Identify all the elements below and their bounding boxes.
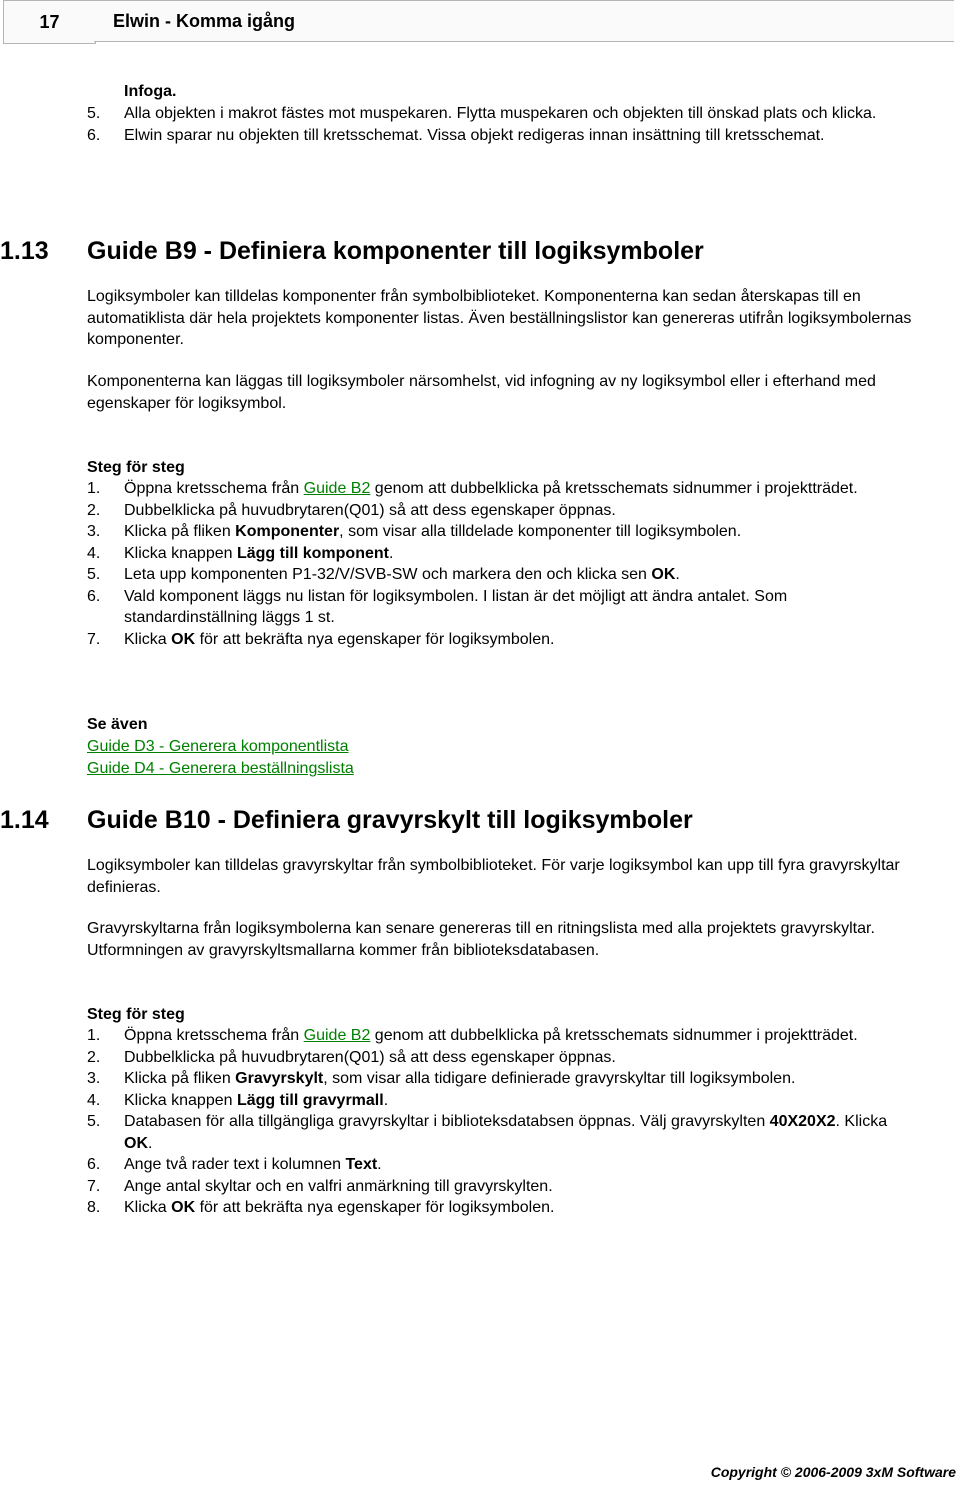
list-item: 6. Ange två rader text i kolumnen Text.: [87, 1156, 382, 1173]
steps-heading: Steg för steg: [87, 459, 185, 476]
paragraph: Logiksymboler kan tilldelas komponenter från symbolbiblioteket. Komponenterna kan sedan återskapas till en automatiklista där hela projektets komponenter listas. Även beställningslistor kan genereras utifrån logiksymbolernas komponenter.: [87, 288, 912, 348]
list-item: 2. Dubbelklicka på huvudbrytaren(Q01) så att dess egenskaper öppnas.: [87, 1048, 616, 1066]
list-item: 3. Klicka på fliken Gravyrskylt, som visar alla tidigare definierade gravyrskyltar till logiksymbolen.: [87, 1070, 796, 1087]
intro-infoga: Infoga.: [124, 83, 177, 100]
guide-b2-link[interactable]: Guide B2: [303, 1027, 371, 1044]
steps-heading: Steg för steg: [87, 1006, 185, 1023]
page-number: 17: [3, 0, 96, 44]
list-item: 5. Alla objekten i makrot fästes mot muspekaren. Flytta muspekaren och objekten till önskad plats och klicka.: [87, 105, 877, 122]
page-header-title: Elwin - Komma igång: [94, 0, 954, 42]
list-item: 7. Klicka OK för att bekräfta nya egenskaper för logiksymbolen.: [87, 630, 555, 648]
copyright-footer: Copyright © 2006-2009 3xM Software: [710, 1464, 956, 1480]
list-item: 7. Ange antal skyltar och en valfri anmärkning till gravyrskylten.: [87, 1177, 553, 1195]
intro-steps: [87, 103, 907, 146]
paragraph: Komponenterna kan läggas till logiksymboler närsomhelst, vid infogning av ny logiksymbol eller i efterhand med egenskaper för logiksymbol.: [87, 373, 876, 412]
section-title: Guide B10 - Definiera gravyrskylt till logiksymboler: [87, 806, 693, 834]
see-also-link-d4[interactable]: Guide D4 - Generera beställningslista: [87, 760, 354, 777]
section-heading-1-13: [0, 236, 704, 266]
see-also-heading: Se även: [87, 716, 148, 733]
list-item: 6. Elwin sparar nu objekten till kretsschemat. Vissa objekt redigeras innan insättning till kretsschemat.: [87, 126, 825, 144]
list-item: 1. Öppna kretsschema från Guide B2 genom att dubbelklicka på kretsschemats sidnummer i projektträdet.: [87, 480, 858, 497]
guide-b2-link[interactable]: Guide B2: [303, 480, 371, 497]
list-item: 6. Vald komponent läggs nu listan för logiksymbolen. I listan är det möjligt att ändra antalet. Som standardinställning läggs 1 st.: [87, 587, 788, 626]
list-item: 8. Klicka OK för att bekräfta nya egenskaper för logiksymbolen.: [87, 1199, 555, 1216]
steps-list: [87, 1025, 907, 1219]
see-also-link-d3[interactable]: Guide D3 - Generera komponentlista: [87, 738, 349, 755]
list-item: 1. Öppna kretsschema från Guide B2 genom att dubbelklicka på kretsschemats sidnummer i projektträdet.: [87, 1027, 858, 1044]
section-number: 1.14: [0, 806, 49, 834]
list-item: 2. Dubbelklicka på huvudbrytaren(Q01) så att dess egenskaper öppnas.: [87, 501, 616, 519]
section-title: Guide B9 - Definiera komponenter till logiksymboler: [87, 237, 704, 265]
list-item: 4. Klicka knappen Lägg till gravyrmall.: [87, 1091, 389, 1109]
section-heading-1-14: [0, 805, 693, 835]
list-item: 4. Klicka knappen Lägg till komponent.: [87, 544, 394, 562]
list-item: 5. Databasen för alla tillgängliga gravyrskyltar i biblioteksdatabsen öppnas. Välj gravyrskylten 40X20X2. Klicka OK.: [87, 1113, 888, 1152]
section-number: 1.13: [0, 237, 49, 265]
steps-list: [87, 478, 907, 650]
list-item: 3. Klicka på fliken Komponenter, som visar alla tilldelade komponenter till logiksymbolen.: [87, 523, 742, 540]
paragraph: Gravyrskyltarna från logiksymbolerna kan senare genereras till en ritningslista med alla projektets gravyrskyltar. Utformningen av gravyrskyltsmallarna kommer från biblioteksdatabasen.: [87, 920, 875, 959]
paragraph: Logiksymboler kan tilldelas gravyrskyltar från symbolbiblioteket. För varje logiksymbol kan upp till fyra gravyrskyltar definieras.: [87, 857, 900, 896]
list-item: 5. Leta upp komponenten P1-32/V/SVB-SW och markera den och klicka sen OK.: [87, 566, 680, 583]
